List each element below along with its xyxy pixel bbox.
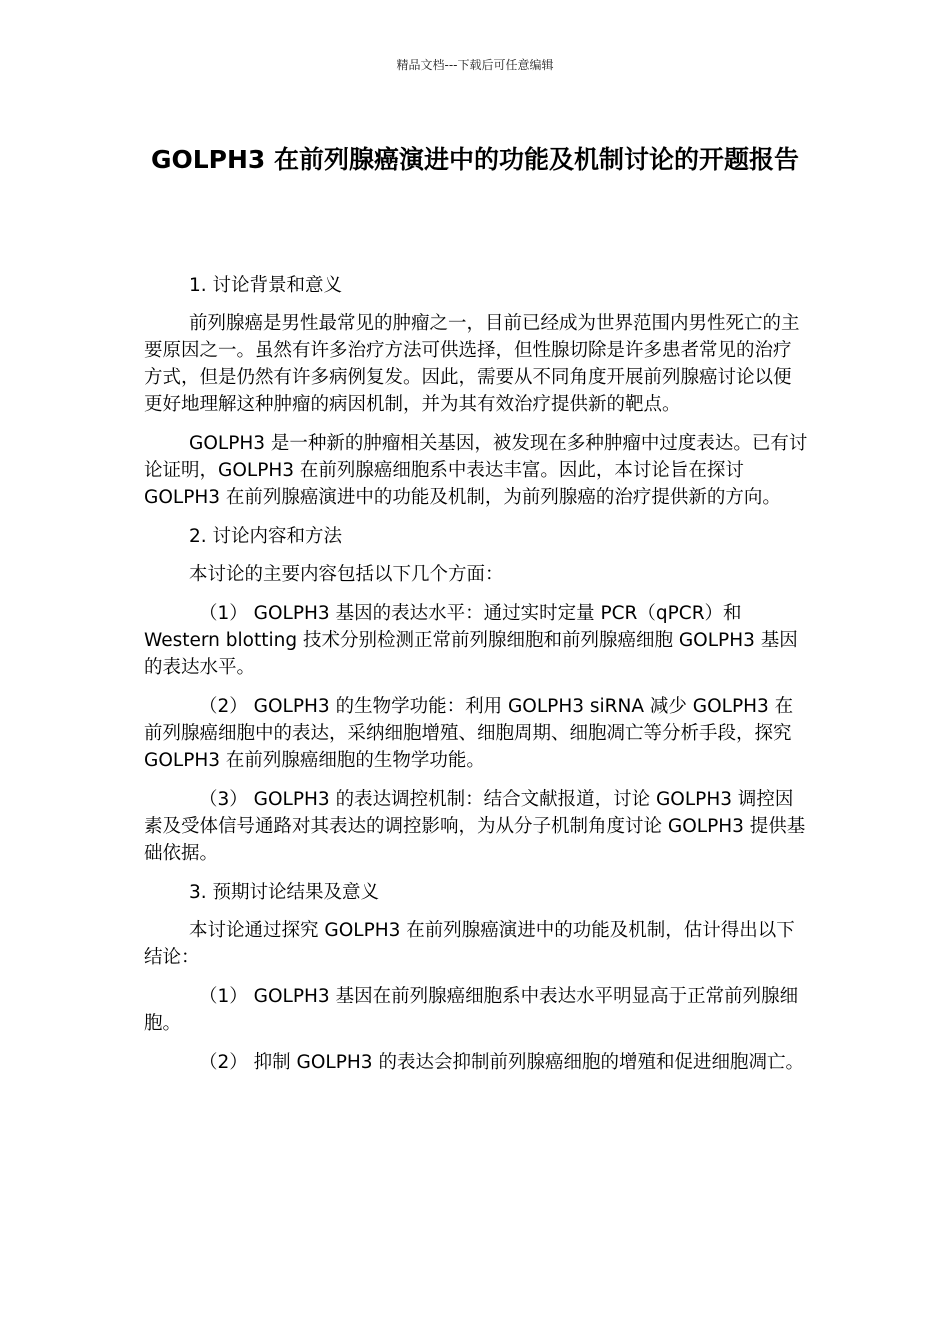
document-body: [144, 272, 808, 1088]
paragraph-background-1: 前列腺癌是男性最常见的肿瘤之一，目前已经成为世界范围内男性死亡的主要原因之一。虽然有许多治疗方法可供选择，但性腺切除是许多患者常见的治疗方式，但是仍然有许多病例复发。因此，需要从不同角度开展前列腺癌讨论以便更好地理解这种肿瘤的病因机制，并为其有效治疗提供新的靶点。: [144, 313, 800, 415]
paragraph-methods-intro: 本讨论的主要内容包括以下几个方面：: [189, 564, 504, 585]
section-heading-background: 1. 讨论背景和意义: [189, 275, 343, 296]
list-item-methods-3: （3） GOLPH3 的表达调控机制：结合文献报道，讨论 GOLPH3 调控因素及受体信号通路对其表达的调控影响，为从分子机制角度讨论 GOLPH3 提供基础依据。: [144, 789, 806, 864]
section-heading-expected-results: 3. 预期讨论结果及意义: [189, 882, 380, 903]
document-title: GOLPH3 在前列腺癌演进中的功能及机制讨论的开题报告: [150, 145, 800, 174]
paragraph-background-2: GOLPH3 是一种新的肿瘤相关基因，被发现在多种肿瘤中过度表达。已有讨论证明，GOLPH3 在前列腺癌细胞系中表达丰富。因此，本讨论旨在探讨 GOLPH3 在前列腺癌演进中的功能及机制，为前列腺癌的治疗提供新的方向。: [144, 433, 808, 508]
page-header: 精品文档---下载后可任意编辑: [396, 58, 554, 72]
list-item-methods-1: （1） GOLPH3 基因的表达水平：通过实时定量 PCR（qPCR）和 Western blotting 技术分别检测正常前列腺细胞和前列腺癌细胞 GOLPH3 基因的表达水平。: [144, 603, 798, 678]
section-heading-methods: 2. 讨论内容和方法: [189, 526, 343, 547]
list-item-methods-2: （2） GOLPH3 的生物学功能：利用 GOLPH3 siRNA 减少 GOLPH3 在前列腺癌细胞中的表达，采纳细胞增殖、细胞周期、细胞凋亡等分析手段，探究 GOLPH3 在前列腺癌细胞的生物学功能。: [144, 696, 794, 771]
paragraph-results-intro: 本讨论通过探究 GOLPH3 在前列腺癌演进中的功能及机制，估计得出以下结论：: [144, 920, 795, 968]
list-item-results-1: （1） GOLPH3 基因在前列腺癌细胞系中表达水平明显高于正常前列腺细胞。: [144, 986, 799, 1034]
list-item-results-2: （2） 抑制 GOLPH3 的表达会抑制前列腺癌细胞的增殖和促进细胞凋亡。: [199, 1052, 804, 1073]
